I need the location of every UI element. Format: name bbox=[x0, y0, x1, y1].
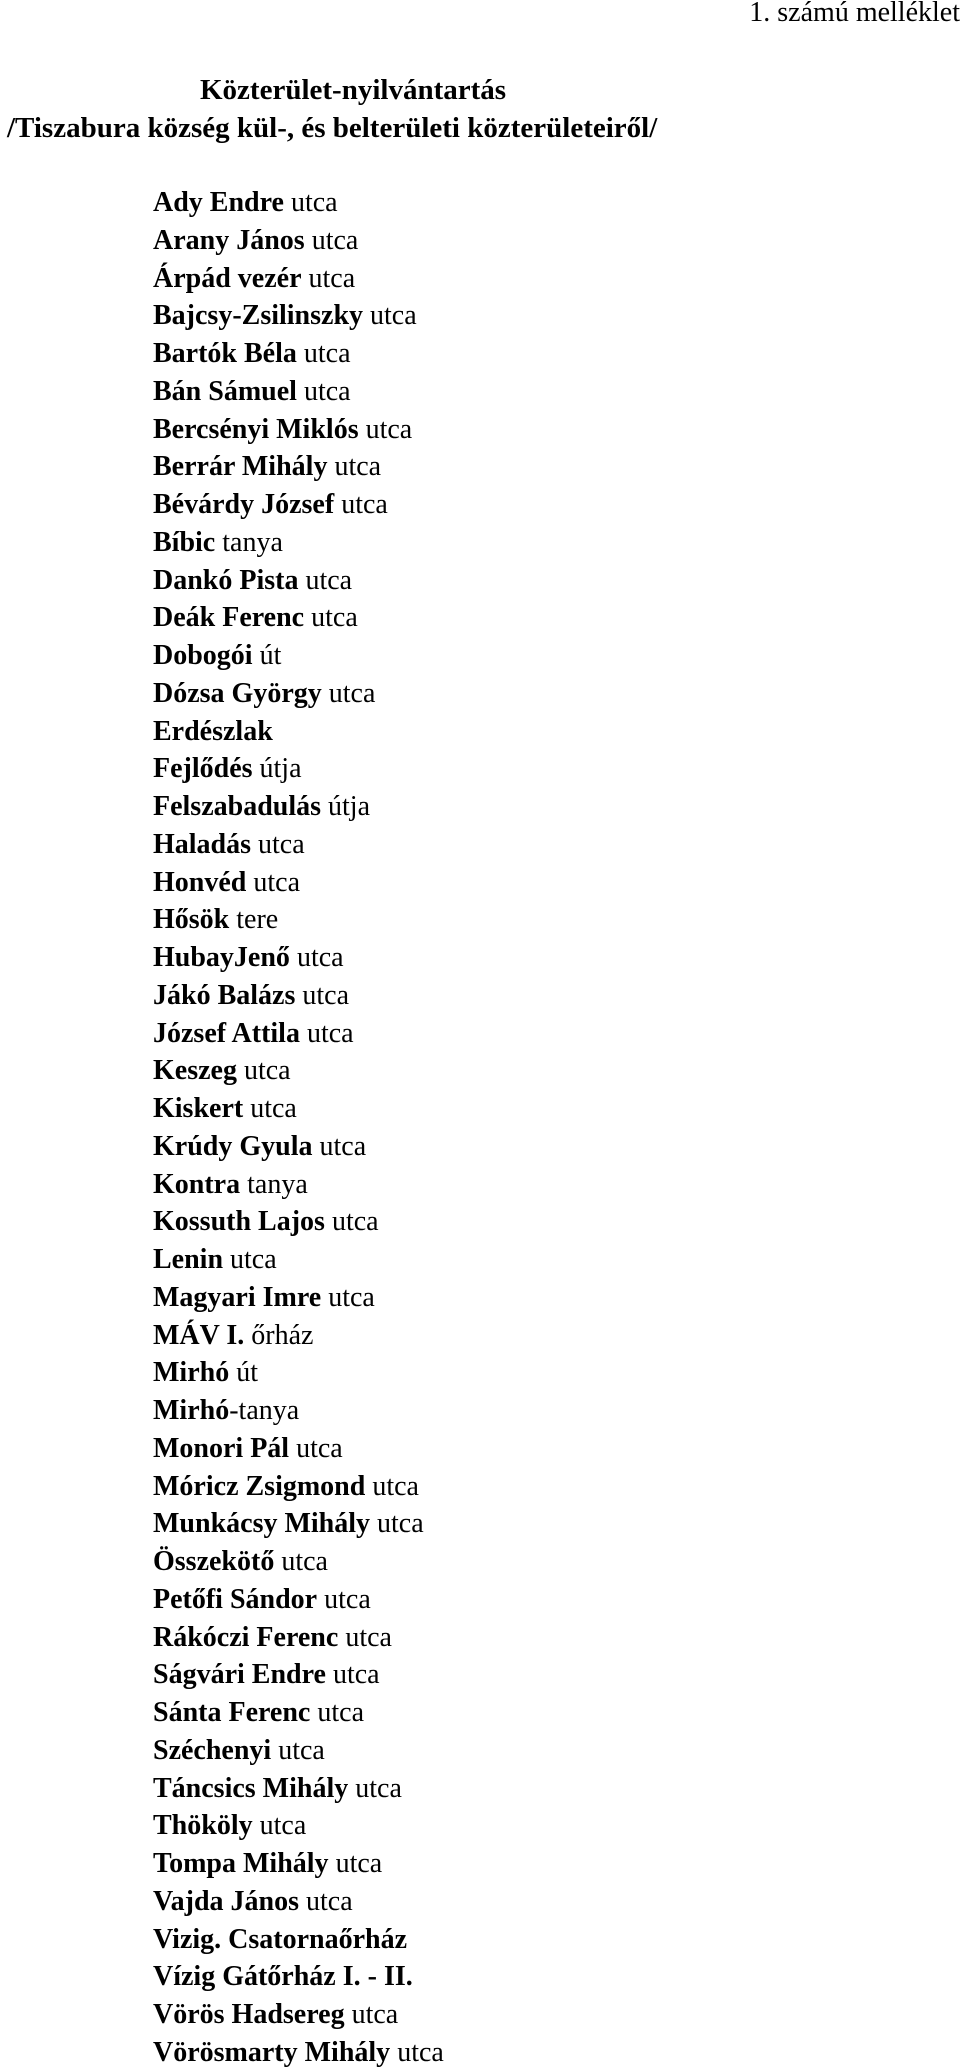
street-name: Kossuth Lajos bbox=[153, 1206, 325, 1238]
list-item bbox=[153, 939, 444, 977]
street-name: Haladás bbox=[153, 828, 252, 860]
list-item bbox=[153, 222, 444, 260]
list-item bbox=[153, 1883, 444, 1921]
street-name: Vizig. Csatornaőrház bbox=[153, 1923, 408, 1955]
street-name: Fejlődés bbox=[153, 753, 253, 785]
list-item bbox=[153, 675, 444, 713]
list-item bbox=[153, 524, 444, 562]
street-type: utca bbox=[299, 1885, 353, 1917]
street-name: Magyari Imre bbox=[153, 1281, 322, 1313]
list-item bbox=[153, 1845, 444, 1883]
list-item bbox=[153, 335, 444, 373]
street-type: utca bbox=[325, 1659, 380, 1691]
street-name: Bartók Béla bbox=[153, 338, 297, 369]
street-type: utca bbox=[370, 1508, 424, 1540]
list-item bbox=[153, 184, 444, 222]
street-name: Vajda János bbox=[153, 1885, 300, 1917]
street-type: utca bbox=[334, 489, 388, 520]
street-type: út bbox=[229, 1357, 258, 1389]
list-item bbox=[153, 562, 444, 600]
street-type: utca bbox=[312, 1130, 367, 1162]
street-name: Móricz Zsigmond bbox=[153, 1470, 366, 1502]
street-type: utca bbox=[299, 1017, 354, 1049]
street-name: Lenin bbox=[153, 1244, 224, 1275]
street-type: -tanya bbox=[229, 1395, 300, 1426]
street-type: utca bbox=[328, 1848, 383, 1879]
list-item bbox=[153, 1090, 444, 1128]
street-type: tanya bbox=[240, 1168, 308, 1200]
list-item bbox=[153, 1996, 444, 2034]
street-name: Thököly bbox=[153, 1810, 253, 1842]
list-item bbox=[153, 637, 444, 675]
street-name: Honvéd bbox=[153, 866, 247, 898]
document-subtitle: /Tiszabura község kül-, és belterületi közterületeiről/ bbox=[7, 112, 658, 144]
street-name: Keszeg bbox=[153, 1055, 237, 1087]
street-type: utca bbox=[390, 2036, 444, 2068]
street-type: utca bbox=[365, 1470, 419, 1502]
street-name: Ságvári Endre bbox=[153, 1659, 326, 1691]
street-type: útja bbox=[321, 791, 371, 822]
street-type: utca bbox=[295, 979, 349, 1011]
street-name: Bíbic bbox=[153, 526, 216, 558]
street-type: utca bbox=[327, 451, 382, 483]
list-item bbox=[153, 1581, 444, 1619]
street-type: utca bbox=[304, 224, 359, 256]
street-type: utca bbox=[348, 1772, 402, 1804]
street-type: utca bbox=[246, 866, 300, 898]
street-type: utca bbox=[358, 413, 413, 445]
list-item bbox=[153, 1505, 444, 1543]
street-name: József Attila bbox=[153, 1017, 300, 1049]
list-item bbox=[153, 1052, 444, 1090]
street-type: utca bbox=[321, 1281, 375, 1313]
street-name: Ady Endre bbox=[153, 187, 284, 218]
street-name: Hősök bbox=[153, 904, 230, 936]
list-item bbox=[153, 1354, 444, 1392]
street-name: Árpád vezér bbox=[153, 262, 302, 294]
list-item bbox=[153, 1807, 444, 1845]
street-type: utca bbox=[338, 1621, 392, 1653]
street-type: tanya bbox=[215, 526, 283, 558]
list-item bbox=[153, 901, 444, 939]
street-type: utca bbox=[321, 677, 376, 709]
street-type: utca bbox=[223, 1244, 277, 1275]
street-type: útja bbox=[252, 753, 302, 785]
street-type: utca bbox=[324, 1206, 379, 1238]
list-item bbox=[153, 1317, 444, 1355]
street-type: utca bbox=[344, 1999, 399, 2030]
street-name: Jákó Balázs bbox=[153, 979, 296, 1011]
street-name: Dobogói bbox=[153, 640, 253, 671]
street-type: utca bbox=[317, 1583, 371, 1615]
street-name: Bévárdy József bbox=[153, 489, 335, 520]
street-type: utca bbox=[236, 1055, 291, 1087]
list-item bbox=[153, 1166, 444, 1204]
street-name: HubayJenő bbox=[153, 942, 290, 973]
street-name: Vörösmarty Mihály bbox=[153, 2036, 391, 2068]
street-type: utca bbox=[304, 602, 358, 634]
annex-label: 1. számú melléklet bbox=[749, 0, 960, 28]
list-item bbox=[153, 1770, 444, 1808]
street-type: utca bbox=[289, 1432, 343, 1464]
street-type: utca bbox=[283, 187, 338, 218]
list-item bbox=[153, 1015, 444, 1053]
street-name: Táncsics Mihály bbox=[153, 1772, 349, 1804]
street-name: Mirhó bbox=[153, 1395, 230, 1426]
street-type: utca bbox=[301, 262, 356, 294]
street-type: utca bbox=[310, 1697, 364, 1728]
street-type: utca bbox=[243, 1093, 297, 1124]
list-item bbox=[153, 1619, 444, 1657]
street-list bbox=[153, 184, 444, 2072]
street-name: Mirhó bbox=[153, 1357, 230, 1389]
street-name: Krúdy Gyula bbox=[153, 1130, 313, 1162]
street-name: Tompa Mihály bbox=[153, 1848, 329, 1879]
street-type: út bbox=[252, 640, 282, 671]
list-item bbox=[153, 713, 444, 751]
street-type: utca bbox=[298, 564, 353, 596]
list-item bbox=[153, 1279, 444, 1317]
street-name: Monori Pál bbox=[153, 1432, 290, 1464]
street-name: MÁV I. bbox=[153, 1319, 245, 1351]
list-item bbox=[153, 750, 444, 788]
street-type: őrház bbox=[244, 1319, 314, 1351]
street-type: utca bbox=[274, 1546, 328, 1577]
street-name: Sánta Ferenc bbox=[153, 1697, 311, 1728]
street-name: Felszabadulás bbox=[153, 791, 322, 822]
street-name: Berrár Mihály bbox=[153, 451, 328, 483]
street-type: tere bbox=[229, 904, 279, 936]
street-name: Erdészlak bbox=[153, 715, 273, 747]
list-item bbox=[153, 1543, 444, 1581]
list-item bbox=[153, 826, 444, 864]
street-type: utca bbox=[252, 1810, 307, 1842]
list-item bbox=[153, 486, 444, 524]
street-name: Deák Ferenc bbox=[153, 602, 305, 634]
list-item bbox=[153, 1241, 444, 1279]
list-item bbox=[153, 2034, 444, 2072]
street-name: Kiskert bbox=[153, 1093, 244, 1124]
list-item bbox=[153, 1732, 444, 1770]
street-name: Bajcsy-Zsilinszky bbox=[153, 300, 364, 332]
street-type: utca bbox=[363, 300, 417, 332]
street-name: Bercsényi Miklós bbox=[153, 413, 359, 445]
list-item bbox=[153, 1392, 444, 1430]
list-item bbox=[153, 864, 444, 902]
document-title: Közterület-nyilvántartás bbox=[200, 74, 507, 106]
street-type: utca bbox=[296, 375, 351, 407]
street-name: Összekötő bbox=[153, 1546, 275, 1577]
street-name: Vörös Hadsereg bbox=[153, 1999, 345, 2030]
street-name: Bán Sámuel bbox=[153, 375, 297, 407]
street-name: Széchenyi bbox=[153, 1734, 272, 1766]
list-item bbox=[153, 1656, 444, 1694]
street-type: utca bbox=[296, 338, 351, 369]
list-item bbox=[153, 1921, 444, 1959]
street-name: Kontra bbox=[153, 1168, 241, 1200]
street-name: Dankó Pista bbox=[153, 564, 299, 596]
list-item bbox=[153, 411, 444, 449]
street-name: Rákóczi Ferenc bbox=[153, 1621, 339, 1653]
street-type: utca bbox=[251, 828, 305, 860]
list-item bbox=[153, 1430, 444, 1468]
list-item bbox=[153, 448, 444, 486]
list-item bbox=[153, 1958, 444, 1996]
street-type: utca bbox=[289, 942, 344, 973]
list-item bbox=[153, 260, 444, 298]
street-name: Vízig Gátőrház I. - II. bbox=[153, 1961, 413, 1993]
list-item bbox=[153, 1694, 444, 1732]
street-name: Arany János bbox=[153, 224, 305, 256]
street-type: utca bbox=[271, 1734, 325, 1766]
street-name: Munkácsy Mihály bbox=[153, 1508, 371, 1540]
list-item bbox=[153, 977, 444, 1015]
list-item bbox=[153, 1468, 444, 1506]
list-item bbox=[153, 599, 444, 637]
list-item bbox=[153, 1128, 444, 1166]
list-item bbox=[153, 1203, 444, 1241]
list-item bbox=[153, 373, 444, 411]
street-name: Dózsa György bbox=[153, 677, 322, 709]
list-item bbox=[153, 788, 444, 826]
street-name: Petőfi Sándor bbox=[153, 1583, 318, 1615]
list-item bbox=[153, 297, 444, 335]
